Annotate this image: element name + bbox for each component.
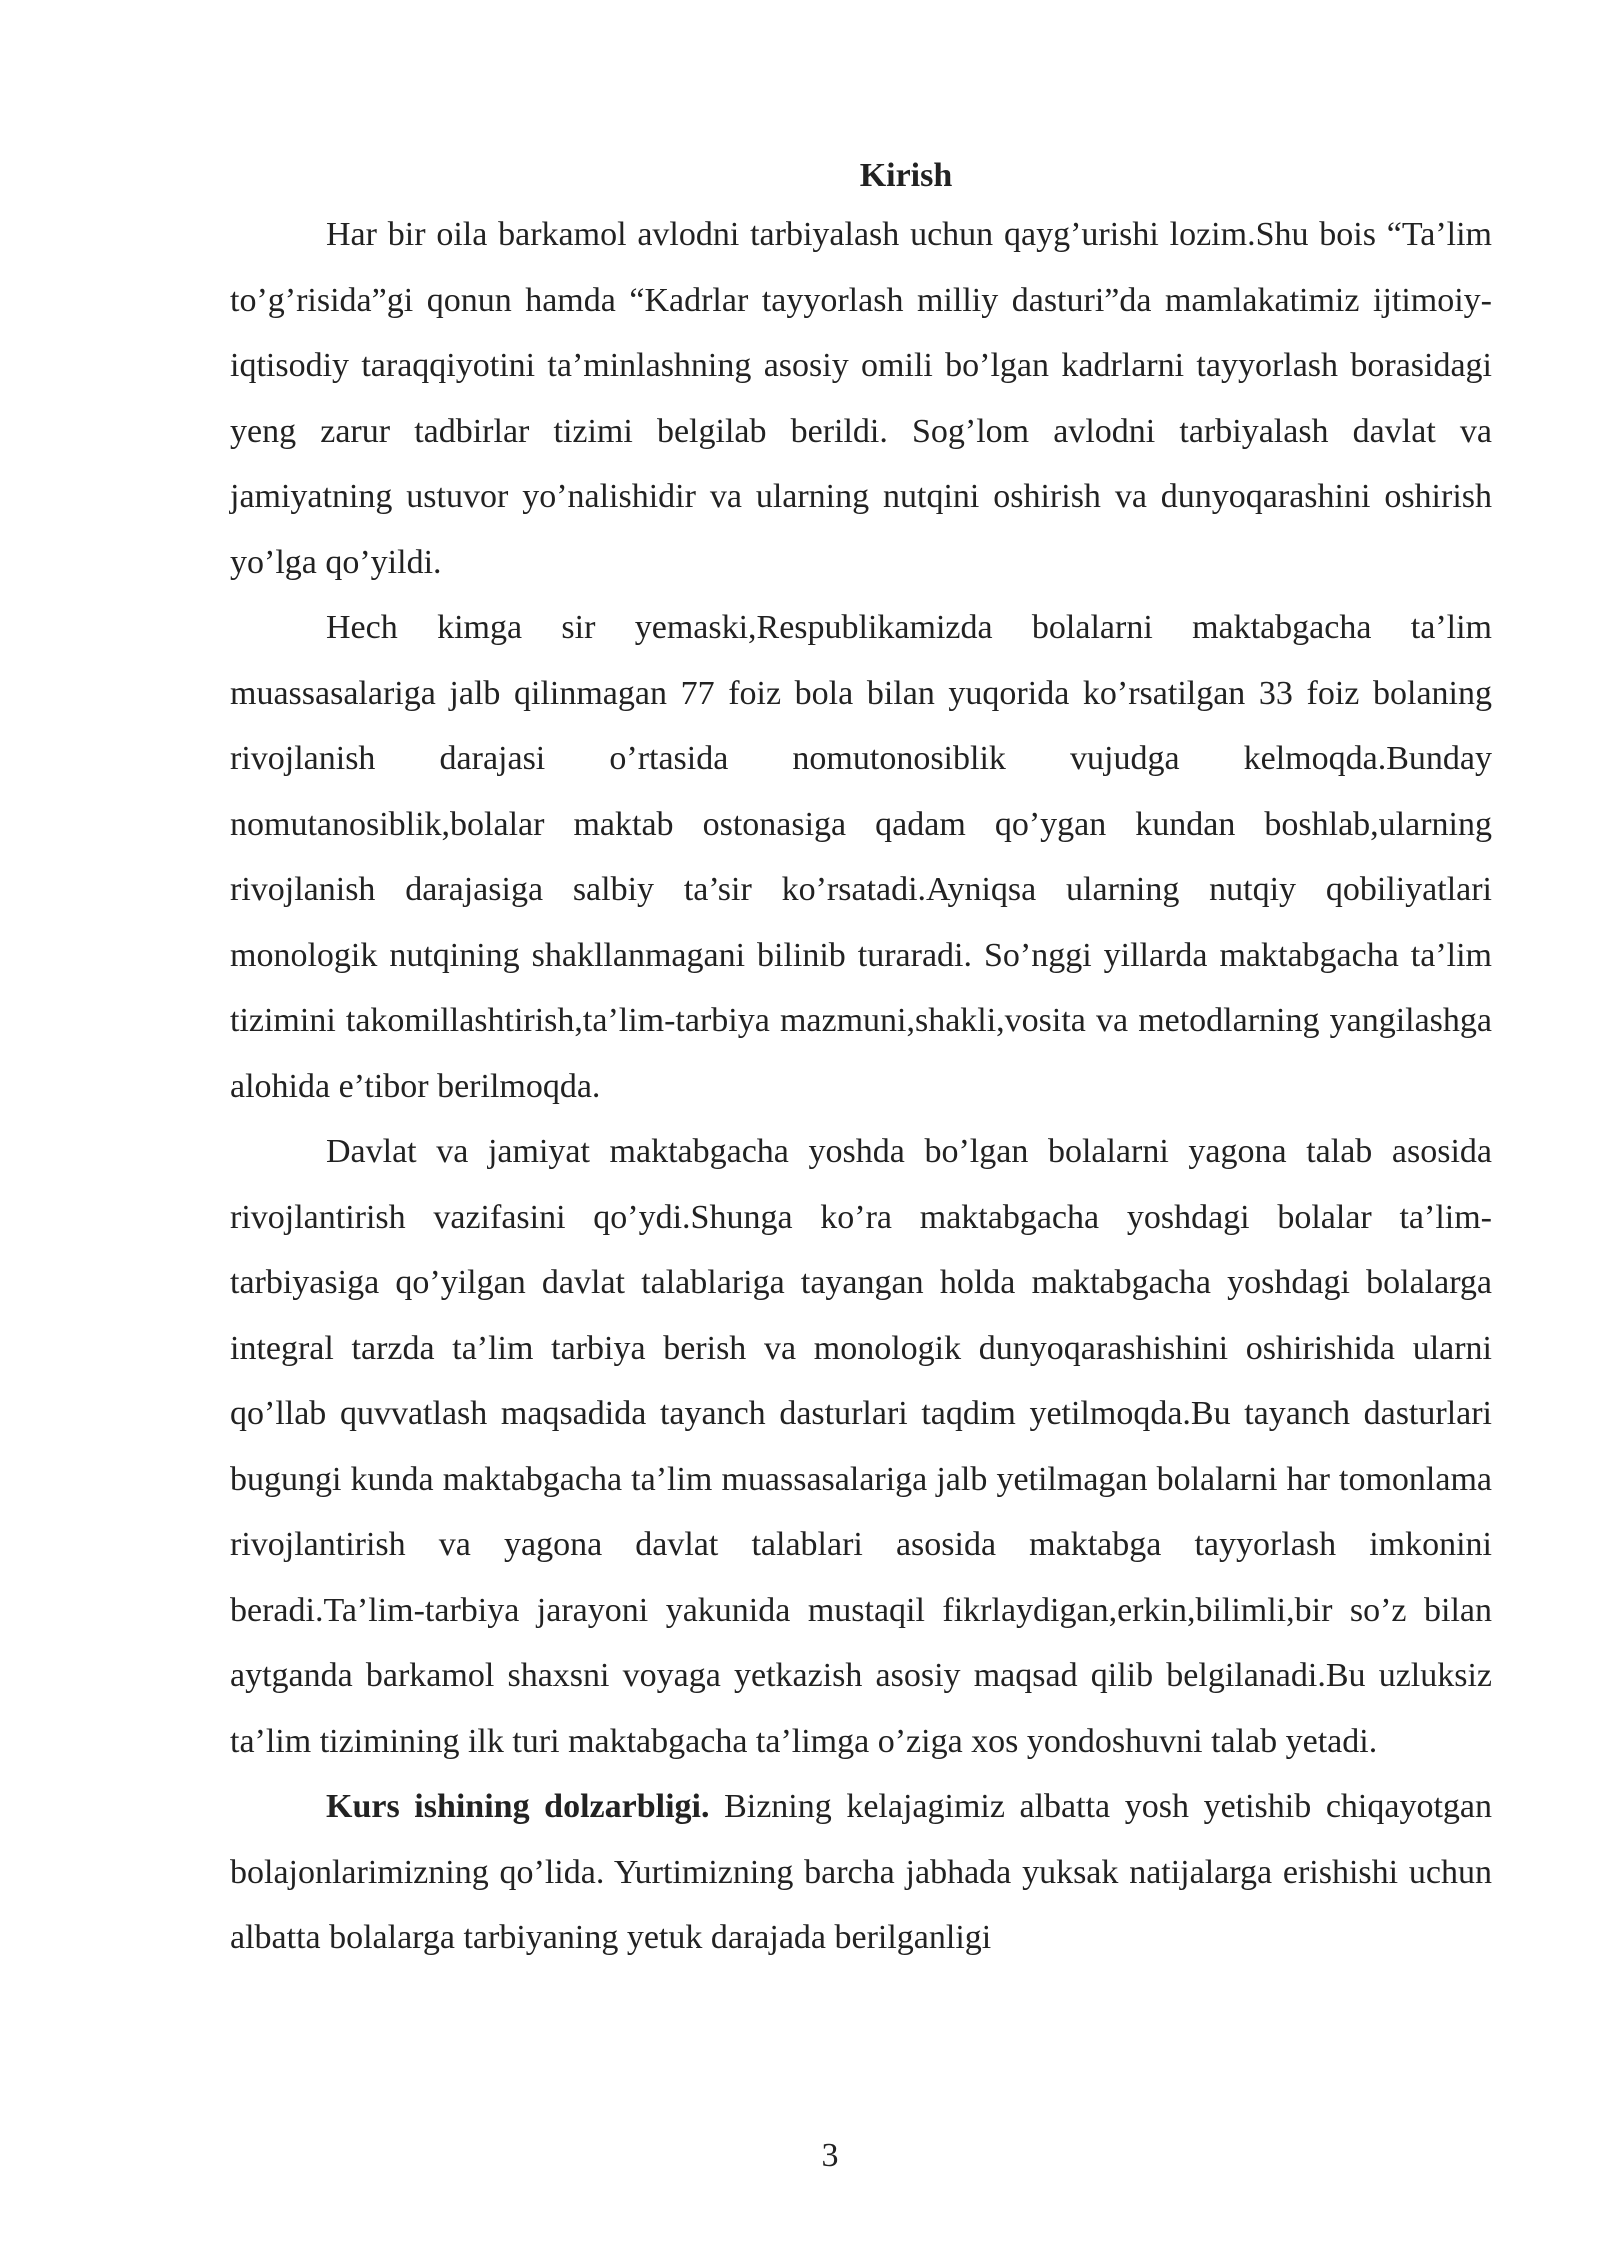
section-lead-heading: Kurs ishining dolzarbligi. (326, 1788, 710, 1825)
page-number: 3 (821, 2137, 839, 2174)
document-page (230, 150, 1492, 1971)
paragraph-4 (230, 1774, 1492, 1971)
paragraph-2: Hech kimga sir yemaski,Respublikamizda bolalarni maktabgacha ta’lim muassasalariga jalb qilinmagan 77 foiz bola bilan yuqorida ko’rsatilgan 33 foiz bolaning rivojlanish darajasi o’rtasida nomutonosiblik vujudga kelmoqda.Bunday nomutanosiblik,bolalar maktab ostonasiga qadam qo’ygan kundan boshlab,ularning rivojlanish darajasiga salbiy ta’sir ko’rsatadi.Ayniqsa ularning nutqiy qobiliyatlari monologik nutqining shakllanmagani bilinib turaradi. So’nggi yillarda maktabgacha ta’lim tizimini takomillashtirish,ta’lim-tarbiya mazmuni,shakli,vosita va metodlarning yangilashga alohida e’tibor berilmoqda. (230, 609, 1492, 1105)
paragraph-1: Har bir oila barkamol avlodni tarbiyalash uchun qayg’urishi lozim.Shu bois “Ta’lim to’g’risida”gi qonun hamda “Kadrlar tayyorlash milliy dasturi”da mamlakatimiz ijtimoiy- iqtisodiy taraqqiyotini ta’minlashning asosiy omili bo’lgan kadrlarni tayyorlash borasidagi yeng zarur tadbirlar tizimi belgilab berildi. Sog’lom avlodni tarbiyalash davlat va jamiyatning ustuvor yo’nalishidir va ularning nutqini oshirish va dunyoqarashini oshirish yo’lga qo’yildi. (230, 216, 1492, 581)
paragraph-4-text: Bizning kelajagimiz albatta yosh yetishib chiqayotgan bolajonlarimizning qo’lida. Yurtimizning barcha jabhada yuksak natijalarga erishishi uchun albatta bolalarga tarbiyaning yetuk darajada berilganligi (230, 1788, 1492, 1956)
paragraph-3: Davlat va jamiyat maktabgacha yoshda bo’lgan bolalarni yagona talab asosida rivojlantirish vazifasini qo’ydi.Shunga ko’ra maktabgacha yoshdagi bolalar ta’lim-tarbiyasiga qo’yilgan davlat talablariga tayangan holda maktabgacha yoshdagi bolalarga integral tarzda ta’lim tarbiya berish va monologik dunyoqarashishini oshirishida ularni qo’llab quvvatlash maqsadida tayanch dasturlari taqdim yetilmoqda.Bu tayanch dasturlari bugungi kunda maktabgacha ta’lim muassasalariga jalb yetilmagan bolalarni har tomonlama rivojlantirish va yagona davlat talablari asosida maktabga tayyorlash imkonini beradi.Ta’lim-tarbiya jarayoni yakunida mustaqil fikrlaydigan,erkin,bilimli,bir so’z bilan aytganda barkamol shaxsni voyaga yetkazish asosiy maqsad qilib belgilanadi.Bu uzluksiz ta’lim tizimining ilk turi maktabgacha ta’limga o’ziga xos yondoshuvni talab yetadi. (230, 1133, 1492, 1760)
page-title: Kirish (859, 157, 953, 194)
